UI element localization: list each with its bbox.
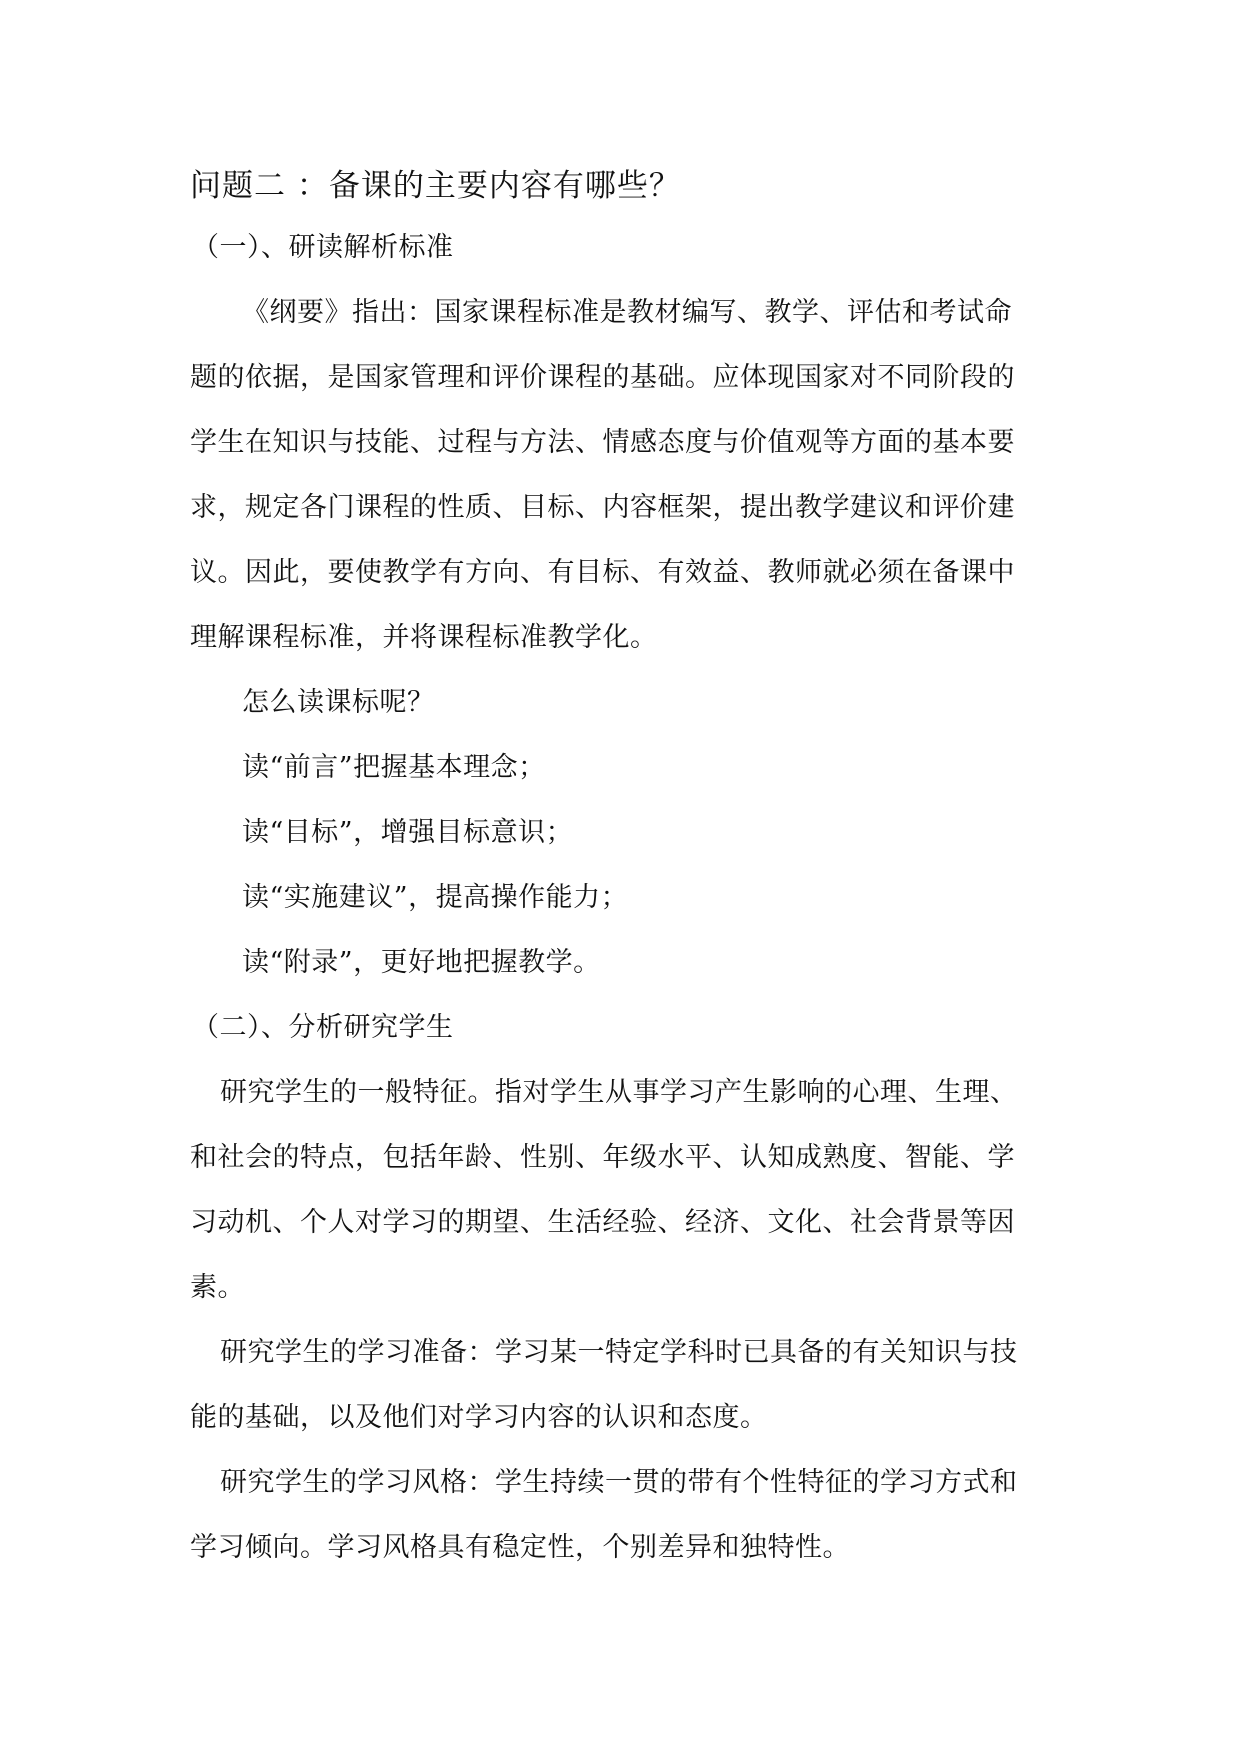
paragraph-line: 题的依据，是国家管理和评价课程的基础。应体现国家对不同阶段的	[190, 362, 1015, 393]
paragraph-line: 研究学生的学习准备：学习某一特定学科时已具备的有关知识与技	[220, 1337, 1018, 1368]
question-line: 怎么读课标呢？	[242, 687, 435, 718]
paragraph-line: 素。	[190, 1272, 245, 1303]
list-item: 读“实施建议”，提高操作能力；	[242, 882, 629, 913]
paragraph-line: 研究学生的学习风格：学生持续一贯的带有个性特征的学习方式和	[220, 1467, 1018, 1498]
section-heading: （一）、研读解析标准	[192, 232, 454, 263]
paragraph-line: 求，规定各门课程的性质、目标、内容框架，提出教学建议和评价建	[190, 492, 1015, 523]
paragraph-line: 《纲要》指出：国家课程标准是教材编写、教学、评估和考试命	[242, 297, 1012, 328]
paragraph-line: 和社会的特点，包括年龄、性别、年级水平、认知成熟度、智能、学	[190, 1142, 1015, 1173]
paragraph-line: 研究学生的一般特征。指对学生从事学习产生影响的心理、生理、	[220, 1077, 1018, 1108]
paragraph-line: 学习倾向。学习风格具有稳定性，个别差异和独特性。	[190, 1532, 850, 1563]
paragraph-line: 能的基础，以及他们对学习内容的认识和态度。	[190, 1402, 768, 1433]
list-item: 读“附录”，更好地把握教学。	[242, 947, 601, 978]
section-heading: （二）、分析研究学生	[192, 1012, 454, 1043]
paragraph-line: 习动机、个人对学习的期望、生活经验、经济、文化、社会背景等因	[190, 1207, 1015, 1238]
paragraph-line: 议。因此，要使教学有方向、有目标、有效益、教师就必须在备课中	[190, 557, 1015, 588]
paragraph-line: 学生在知识与技能、过程与方法、情感态度与价值观等方面的基本要	[190, 427, 1015, 458]
list-item: 读“前言”把握基本理念；	[242, 752, 546, 783]
page-title: 问题二 ：备课的主要内容有哪些？	[190, 168, 681, 204]
paragraph-line: 理解课程标准，并将课程标准教学化。	[190, 622, 658, 653]
list-item: 读“目标”，增强目标意识；	[242, 817, 574, 848]
